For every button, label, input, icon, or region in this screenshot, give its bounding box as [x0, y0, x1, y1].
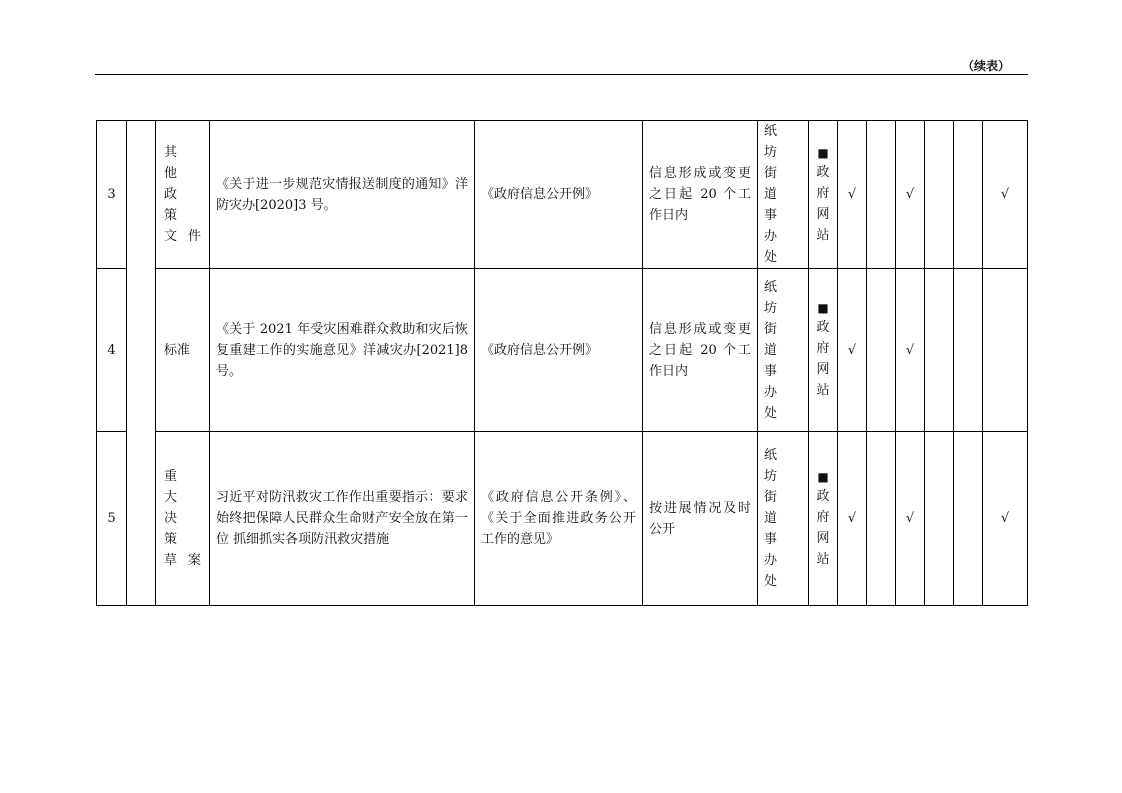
check-cell: √ [838, 121, 867, 269]
square-marker-icon: ■ [817, 469, 829, 484]
basis-cell: 《政府信息公开条例》、《关于全面推进政务公开工作的意见》 [475, 432, 643, 606]
square-marker-icon: ■ [817, 301, 829, 315]
table-row [97, 432, 1028, 606]
department-cell: 纸 坊 街 道 事 办 处 [758, 432, 809, 606]
check-cell [925, 432, 954, 606]
content-cell: 习近平对防汛救灾工作作出重要指示：要求始终把保障人民群众生命财产安全放在第一位 抓细抓实各项防汛救灾措施 [210, 432, 475, 606]
check-cell [867, 269, 896, 432]
channel-cell: ■ 政 府 网 站 [809, 269, 838, 432]
time-limit-cell: 信息形成或变更之日起 20 个工作日内 [643, 269, 758, 432]
table-row [97, 269, 1028, 432]
row-number: 4 [97, 269, 127, 432]
department-cell: 纸 坊 街 道 事 办 处 [758, 269, 809, 432]
content-cell: 《关于 2021 年受灾困难群众救助和灾后恢复重建工作的实施意见》洋减灾办[2021]8 号。 [210, 269, 475, 432]
table-row [97, 121, 1028, 269]
check-cell: √ [896, 121, 925, 269]
basis-cell: 《政府信息公开例》 [475, 121, 643, 269]
check-cell: √ [896, 432, 925, 606]
check-cell: √ [983, 121, 1028, 269]
check-cell [925, 269, 954, 432]
category-cell: 重 大 决 策 草案 [156, 432, 210, 606]
basis-cell: 《政府信息公开例》 [475, 269, 643, 432]
row-number: 5 [97, 432, 127, 606]
continued-label: （续表） [962, 59, 1011, 73]
check-cell: √ [896, 269, 925, 432]
check-cell [954, 121, 983, 269]
check-cell: √ [838, 432, 867, 606]
check-cell [954, 269, 983, 432]
disclosure-table [96, 120, 1028, 606]
check-cell [983, 269, 1028, 432]
square-marker-icon: ■ [817, 145, 829, 160]
department-cell: 纸 坊 街 道 事 办 处 [758, 121, 809, 269]
row-number: 3 [97, 121, 127, 269]
check-cell: √ [983, 432, 1028, 606]
merged-category-cell [127, 121, 156, 606]
content-cell: 《关于进一步规范灾情报送制度的通知》洋防灾办[2020]3 号。 [210, 121, 475, 269]
channel-cell: ■ 政 府 网 站 [809, 121, 838, 269]
header-rule [95, 74, 1028, 75]
check-cell [867, 432, 896, 606]
time-limit-cell: 按进展情况及时公开 [643, 432, 758, 606]
check-cell [954, 432, 983, 606]
time-limit-cell: 信息形成或变更之日起 20 个工作日内 [643, 121, 758, 269]
category-cell: 标准 [156, 269, 210, 432]
check-cell [867, 121, 896, 269]
check-cell [925, 121, 954, 269]
category-cell: 其 他 政 策 文件 [156, 121, 210, 269]
channel-cell: ■ 政 府 网 站 [809, 432, 838, 606]
check-cell: √ [838, 269, 867, 432]
